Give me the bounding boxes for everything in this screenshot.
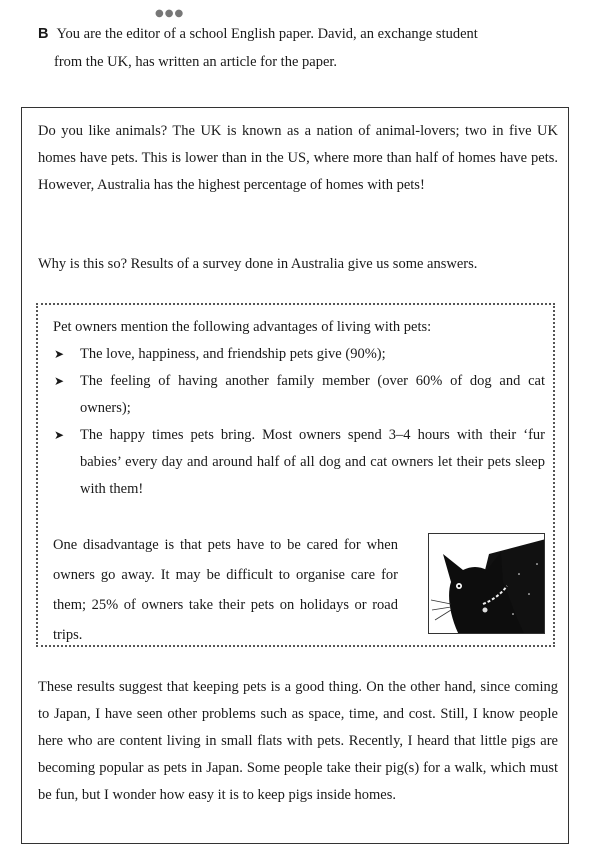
cat-illustration-icon: [428, 533, 545, 634]
list-item: [50, 422, 545, 503]
question-intro: [38, 20, 583, 76]
advantages-list: [50, 341, 545, 503]
article-paragraph-2: Why is this so? Results of a survey done in Australia give us some answers.: [38, 256, 478, 272]
survey-results-box: [36, 303, 555, 647]
list-item: [50, 341, 545, 368]
intro-text-1: You are the editor of a school English paper. David, an exchange student: [56, 26, 478, 42]
cat-image: [429, 534, 545, 634]
section-label: B: [38, 26, 49, 42]
article-box: [21, 107, 569, 844]
survey-lead: Pet owners mention the following advantages of living with pets:: [53, 319, 432, 335]
arrow-bullet-icon: ➤: [54, 347, 65, 361]
advantage-text: The feeling of having another family member (over 60% of dog and cat owners);: [80, 373, 545, 416]
arrow-bullet-icon: ➤: [54, 374, 65, 388]
arrow-bullet-icon: ➤: [54, 428, 65, 442]
article-paragraph-3: These results suggest that keeping pets is a good thing. On the other hand, since coming to Japan, I have seen other problems such as space, time, and cost. Still, I know people here who are content living in small flats with pets. Recently, I heard that little pigs are becoming popular as pets in Japan. Some people take their pig(s) for a walk, which must be fun, but I wonder how easy it is to keep pigs inside homes.: [38, 679, 558, 803]
advantage-text: The love, happiness, and friendship pets give (90%);: [80, 346, 386, 362]
intro-line-1: [38, 20, 583, 48]
disadvantage-paragraph: One disadvantage is that pets have to be cared for when owners go away. It may be difficult to organise care for them; 25% of owners take their pets on holidays or road trips.: [53, 537, 398, 643]
advantage-text: The happy times pets bring. Most owners spend 3–4 hours with their ‘fur babies’ every day and around half of all dog and cat owners let their pets sleep with them!: [80, 427, 545, 497]
intro-line-2: from the UK, has written an article for the paper.: [54, 54, 338, 70]
article-paragraph-1: Do you like animals? The UK is known as a nation of animal-lovers; two in five UK homes have pets. This is lower than in the US, where more than half of homes have pets. However, Australia has the highest percentage of homes with pets!: [38, 123, 558, 193]
list-item: [50, 368, 545, 422]
dots-decoration: ●●●: [155, 8, 185, 19]
